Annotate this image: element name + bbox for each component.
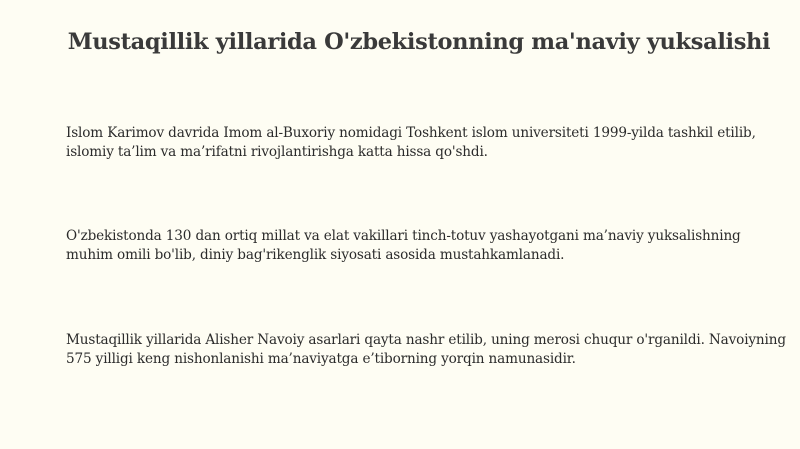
paragraph-university: Islom Karimov davrida Imom al-Buxoriy nomidagi Toshkent islom universiteti 1999-yilda tashkil etilib, islomiy ta’lim va ma’rifatni rivojlantirishga katta hissa qo'shdi.: [66, 125, 756, 160]
slide-title: Mustaqillik yillarida O'zbekistonning ma'naviy yuksalishi: [67, 29, 771, 55]
paragraph-tolerance: O'zbekistonda 130 dan ortiq millat va elat vakillari tinch-totuv yashayotgani ma’naviy yuksalishning muhim omili bo'lib, diniy bag'rikenglik siyosati asosida mustahkamlanadi.: [66, 228, 741, 263]
paragraph-navoiy: Mustaqillik yillarida Alisher Navoiy asarlari qayta nashr etilib, uning merosi chuqur o'rganildi. Navoiyning 575 yilligi keng nishonlanishi ma’naviyatga e’tiborning yorqin namunasidir.: [66, 332, 786, 367]
